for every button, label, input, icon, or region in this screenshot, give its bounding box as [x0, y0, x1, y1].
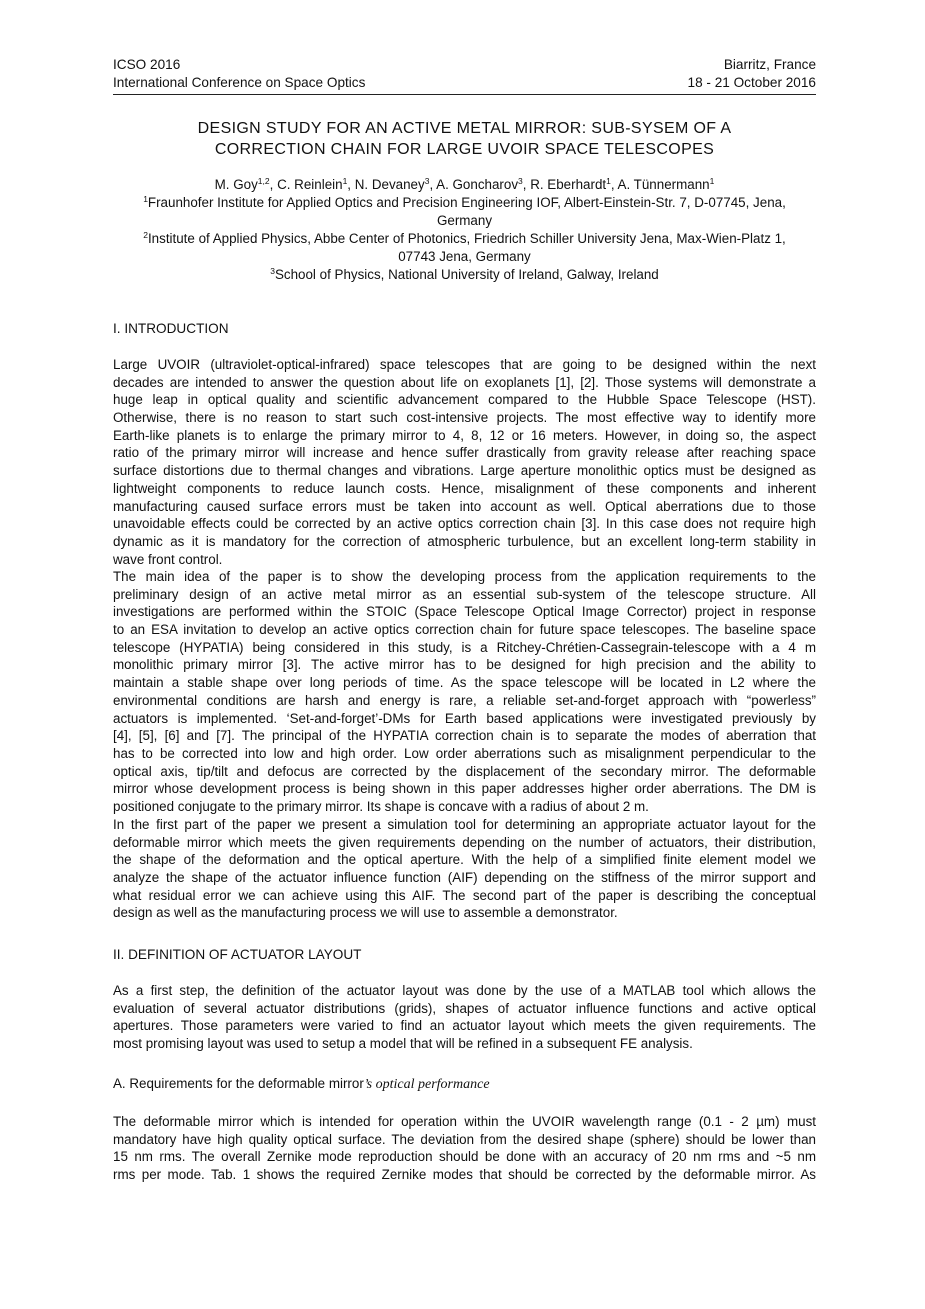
text-line: The main idea of the paper is to show the developing process from the application requirements to the	[113, 569, 816, 584]
affiliation-2: $^2$Institute of Applied Physics, Abbe Center of Photonics, Friedrich Schiller University Jena, Max-Wien-Platz 1,	[143, 230, 786, 246]
author-affiliation-mark: 1,2	[257, 176, 270, 186]
paragraph-intro-1	[113, 356, 816, 568]
author-affiliation-mark: 3	[424, 176, 430, 186]
affiliation-1-cont: Germany	[436, 213, 493, 228]
text-line: Otherwise, there is no reason to start such cost-intensive projects. The most effective way to identify more	[113, 410, 816, 426]
conference-dates: 18 - 21 October 2016	[687, 75, 816, 90]
text-line: In the first part of the paper we present a simulation tool for determining an appropriate actuator layout for the	[113, 817, 816, 832]
paragraph-requirements-1	[113, 1113, 816, 1184]
paper-title	[113, 119, 816, 160]
author-name: , A. Tünnermann	[610, 177, 710, 192]
author-affiliation-mark: 1	[342, 176, 348, 186]
text-line: [4], [5], [6] and [7]. The principal of the HYPATIA correction chain is to separate the modes of aberration that	[113, 728, 816, 744]
text-line: investigations are performed within the STOIC (Space Telescope Optical Image Corrector) project in response	[113, 604, 816, 620]
text-line: huge leap in optical quality and scientific advancement compared to the Hubble Space Telescope (HST).	[113, 392, 816, 408]
paragraph-intro-2	[113, 568, 816, 816]
text-line: lightweight components to reduce launch costs. Hence, misalignment of these components and inherent	[113, 480, 816, 496]
title-line: DESIGN STUDY FOR AN ACTIVE METAL MIRROR: SUB-SYSEM OF A	[197, 120, 732, 137]
section-heading-introduction: I. INTRODUCTION	[113, 321, 229, 336]
text-line: surface distortions due to thermal changes and vibrations. Large aperture monolithic optics must be designed as	[113, 463, 816, 479]
text-line: Large UVOIR (ultraviolet-optical-infrared) space telescopes that are going to be designed within the next	[113, 357, 816, 372]
affiliation-3: $^3$School of Physics, National University of Ireland, Galway, Ireland	[270, 266, 659, 282]
text-line: evaluation of several actuator distributions (grids), shapes of actuator influence functions and active optical	[113, 1000, 816, 1016]
subsection-heading-text: A. Requirements for the deformable mirror	[113, 1076, 364, 1091]
text-line: mandatory have high quality optical surface. The deviation from the desired shape (sphere) should be lower than	[113, 1131, 816, 1147]
subsection-heading-italic: ’s optical performance	[363, 1077, 490, 1092]
text-line: has to be corrected into low and high order. Low order aberrations such as misalignment perpendicular to the	[113, 745, 816, 761]
author-name: , C. Reinlein	[269, 177, 343, 192]
conference-acronym: ICSO 2016	[113, 57, 181, 72]
text-line: 15 nm rms. The overall Zernike mode reproduction should be done with an accuracy of 20 nm rms and ~5 nm	[113, 1149, 816, 1165]
text-line: rms per mode. Tab. 1 shows the required Zernike modes that should be corrected by the deformable mirror. As	[113, 1167, 816, 1183]
affiliation-2-cont: 07743 Jena, Germany	[398, 249, 531, 264]
author-name: M. Goy	[214, 177, 258, 192]
text-line: positioned conjugate to the primary mirror. Its shape is concave with a radius of about 2 m.	[113, 798, 649, 814]
author-block	[113, 176, 816, 284]
text-line: unavoidable effects could be corrected by an active optics correction chain [3]. In this case does not require high	[113, 516, 816, 532]
text-line: apertures. Those parameters were varied to find an actuator layout which meets the given requirements. The	[113, 1018, 816, 1034]
text-line: wave front control.	[113, 551, 223, 567]
text-line: preliminary design of an active metal mirror as an essential sub-system of the telescope structure. All	[113, 586, 816, 602]
author-name: , N. Devaney	[347, 177, 425, 192]
paragraph-intro-3	[113, 816, 816, 922]
text-line: manufacturing caused surface errors must be taken into account as well. Optical aberrations due to those	[113, 498, 816, 514]
text-line: actuators is implemented. ‘Set-and-forget’-DMs for Earth based applications were investigated previously by	[113, 710, 816, 726]
text-line: the shape of the deformation and the optical aperture. With the help of a simplified finite element model we	[113, 852, 816, 868]
conference-location: Biarritz, France	[723, 57, 816, 72]
text-line: Earth-like planets is to enlarge the primary mirror to 4, 8, 12 or 16 meters. However, in doing so, the aspect	[113, 427, 816, 443]
text-line: mirror whose development process is being shown in this paper addresses higher order aberrations. The DM is	[113, 781, 816, 797]
text-line: analyze the shape of the actuator influence function (AIF) depending on the stiffness of the mirror support and	[113, 870, 816, 886]
text-line: optical axis, tip/tilt and defocus are corrected by the displacement of the secondary mirror. The deformable	[113, 763, 816, 779]
text-line: what residual error we can achieve using this AIF. The second part of the paper is describing the conceptual	[113, 887, 816, 903]
text-line: design as well as the manufacturing process we will use to assemble a demonstrator.	[113, 905, 618, 921]
text-line: environmental conditions are harsh and energy is rare, a reliable set-and-forget approach with “powerless”	[113, 692, 816, 708]
author-name: , A. Goncharov	[429, 177, 519, 192]
text-line: most promising layout was used to setup a model that will be refined in a subsequent FE analysis.	[113, 1036, 693, 1052]
text-line: ratio of the primary mirror will increase and hence suffer drastically from gravity release after reaching space	[113, 445, 816, 461]
paragraph-layout-1	[113, 982, 816, 1053]
text-line: maintain a stable shape over long periods of time. As the space telescope will be located in L2 where the	[113, 675, 816, 691]
conference-name: International Conference on Space Optics	[113, 75, 366, 90]
subsection-heading-requirements	[113, 1075, 816, 1094]
author-affiliation-mark: 1	[606, 176, 611, 186]
affiliation-1: $^1$Fraunhofer Institute for Applied Optics and Precision Engineering IOF, Albert-Einstein-Str. 7, D-07745, Jena,	[143, 194, 786, 210]
author-affiliation-mark: 3	[518, 176, 523, 186]
text-line: As a first step, the definition of the actuator layout was done by the use of a MATLAB tool which allows the	[113, 983, 816, 998]
author-name: , R. Eberhardt	[522, 177, 607, 192]
text-line: monolithic primary mirror [3]. The active mirror has to be designed for high precision and the ability to	[113, 657, 816, 673]
author-affiliation-mark: 1	[709, 176, 715, 186]
text-line: deformable mirror which meets the given requirements depending on the number of actuators, their distribution,	[113, 834, 816, 850]
title-line: CORRECTION CHAIN FOR LARGE UVOIR SPACE TELESCOPES	[214, 140, 715, 158]
text-line: telescope (HYPATIA) being considered in this study, is a Ritchey-Chrétien-Cassegrain-telescope with a 4 m	[113, 639, 816, 655]
text-line: dynamic as it is mandatory for the correction of atmospheric turbulence, but an excellent long-term stability in	[113, 533, 816, 549]
author-list	[113, 176, 816, 194]
text-line: decades are intended to answer the question about life on exoplanets [1], [2]. Those systems will demonstrate a	[113, 374, 816, 390]
header-rule	[113, 94, 816, 95]
text-line: The deformable mirror which is intended for operation within the UVOIR wavelength range (0.1 - 2 µm) must	[113, 1114, 816, 1129]
text-line: to an ESA invitation to develop an active optics correction chain for future space telescopes. The baseline space	[113, 622, 816, 638]
section-heading-actuator-layout: II. DEFINITION OF ACTUATOR LAYOUT	[113, 947, 362, 962]
